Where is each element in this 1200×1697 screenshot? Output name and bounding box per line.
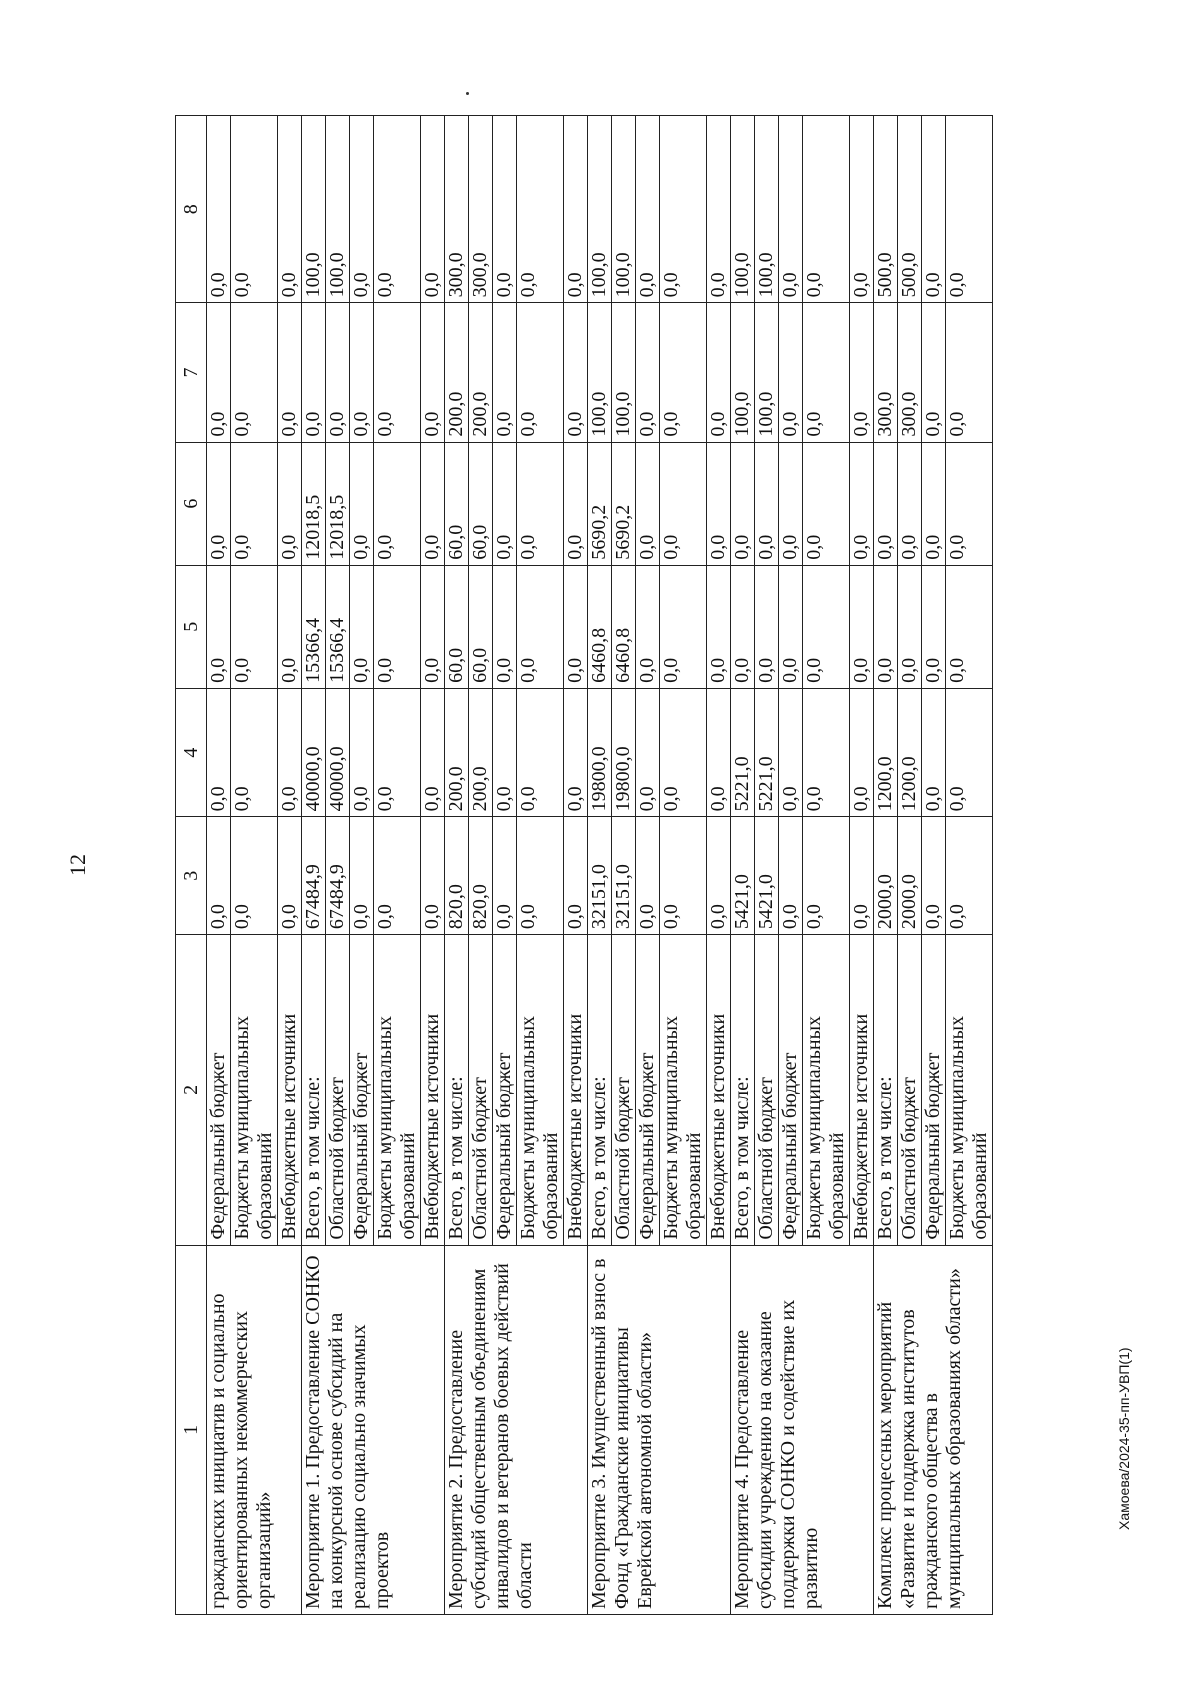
amount-cell: 0,0 bbox=[421, 565, 445, 688]
amount-cell: 2000,0 bbox=[898, 817, 922, 935]
funding-source-cell: Внебюджетные источники bbox=[278, 935, 302, 1246]
table-row bbox=[207, 116, 231, 1615]
amount-cell: 0,0 bbox=[493, 442, 517, 565]
amount-cell: 40000,0 bbox=[302, 688, 326, 816]
amount-cell: 0,0 bbox=[421, 442, 445, 565]
amount-cell: 12018,5 bbox=[302, 442, 326, 565]
funding-source-cell: Всего, в том числе: bbox=[874, 935, 898, 1246]
header-cell: 4 bbox=[176, 688, 207, 816]
amount-cell: 0,0 bbox=[946, 442, 993, 565]
amount-cell: 0,0 bbox=[636, 116, 660, 303]
amount-cell: 1200,0 bbox=[898, 688, 922, 816]
amount-cell: 0,0 bbox=[207, 116, 231, 303]
amount-cell: 0,0 bbox=[278, 442, 302, 565]
amount-cell: 0,0 bbox=[278, 565, 302, 688]
header-cell: 6 bbox=[176, 442, 207, 565]
activity-name-cell: Комплекс процессных мероприятий «Развитие и поддержка институтов гражданского общества в муниципальных образованиях области» bbox=[874, 1245, 993, 1614]
amount-cell: 100,0 bbox=[612, 303, 636, 442]
amount-cell: 0,0 bbox=[803, 442, 850, 565]
header-cell: 7 bbox=[176, 303, 207, 442]
amount-cell: 0,0 bbox=[755, 565, 779, 688]
amount-cell: 0,0 bbox=[946, 303, 993, 442]
amount-cell: 0,0 bbox=[350, 565, 374, 688]
amount-cell: 0,0 bbox=[564, 817, 588, 935]
amount-cell: 100,0 bbox=[755, 303, 779, 442]
amount-cell: 300,0 bbox=[469, 116, 493, 303]
amount-cell: 100,0 bbox=[755, 116, 779, 303]
amount-cell: 60,0 bbox=[445, 442, 469, 565]
amount-cell: 0,0 bbox=[898, 442, 922, 565]
amount-cell: 32151,0 bbox=[612, 817, 636, 935]
amount-cell: 0,0 bbox=[850, 565, 874, 688]
funding-source-cell: Бюджеты муниципальных образований bbox=[803, 935, 850, 1246]
amount-cell: 0,0 bbox=[564, 565, 588, 688]
amount-cell: 5221,0 bbox=[755, 688, 779, 816]
activity-name-cell: Мероприятие 2. Предоставление субсидий общественным объединениям инвалидов и ветеранов боевых действий области bbox=[445, 1245, 588, 1614]
amount-cell: 6460,8 bbox=[588, 565, 612, 688]
amount-cell: 100,0 bbox=[731, 303, 755, 442]
funding-source-cell: Внебюджетные источники bbox=[564, 935, 588, 1246]
amount-cell: 0,0 bbox=[421, 817, 445, 935]
funding-source-cell: Всего, в том числе: bbox=[445, 935, 469, 1246]
amount-cell: 0,0 bbox=[374, 116, 421, 303]
amount-cell: 0,0 bbox=[207, 817, 231, 935]
amount-cell: 0,0 bbox=[278, 303, 302, 442]
amount-cell: 5221,0 bbox=[731, 688, 755, 816]
amount-cell: 60,0 bbox=[445, 565, 469, 688]
amount-cell: 5690,2 bbox=[588, 442, 612, 565]
amount-cell: 67484,9 bbox=[302, 817, 326, 935]
amount-cell: 0,0 bbox=[421, 116, 445, 303]
amount-cell: 200,0 bbox=[469, 303, 493, 442]
amount-cell: 0,0 bbox=[660, 116, 707, 303]
amount-cell: 0,0 bbox=[898, 565, 922, 688]
funding-source-cell: Федеральный бюджет bbox=[350, 935, 374, 1246]
amount-cell: 0,0 bbox=[421, 688, 445, 816]
amount-cell: 820,0 bbox=[469, 817, 493, 935]
amount-cell: 0,0 bbox=[946, 817, 993, 935]
amount-cell: 0,0 bbox=[874, 565, 898, 688]
amount-cell: 100,0 bbox=[731, 116, 755, 303]
amount-cell: 0,0 bbox=[874, 442, 898, 565]
funding-source-cell: Федеральный бюджет bbox=[779, 935, 803, 1246]
amount-cell: 0,0 bbox=[946, 116, 993, 303]
header-cell: 8 bbox=[176, 116, 207, 303]
amount-cell: 1200,0 bbox=[874, 688, 898, 816]
amount-cell: 0,0 bbox=[231, 442, 278, 565]
amount-cell: 15366,4 bbox=[326, 565, 350, 688]
amount-cell: 200,0 bbox=[445, 688, 469, 816]
amount-cell: 0,0 bbox=[231, 116, 278, 303]
funding-source-cell: Областной бюджет bbox=[612, 935, 636, 1246]
amount-cell: 0,0 bbox=[278, 817, 302, 935]
amount-cell: 0,0 bbox=[707, 817, 731, 935]
budget-table-body bbox=[176, 116, 993, 1615]
activity-name-cell: Мероприятие 1. Предоставление СОНКО на конкурсной основе субсидий на реализацию социально значимых проектов bbox=[302, 1245, 445, 1614]
amount-cell: 200,0 bbox=[445, 303, 469, 442]
funding-source-cell: Бюджеты муниципальных образований bbox=[946, 935, 993, 1246]
amount-cell: 0,0 bbox=[660, 688, 707, 816]
table-row bbox=[588, 116, 612, 1615]
amount-cell: 0,0 bbox=[779, 817, 803, 935]
amount-cell: 0,0 bbox=[660, 303, 707, 442]
amount-cell: 0,0 bbox=[564, 116, 588, 303]
amount-cell: 0,0 bbox=[493, 817, 517, 935]
funding-source-cell: Федеральный бюджет bbox=[207, 935, 231, 1246]
funding-source-cell: Внебюджетные источники bbox=[421, 935, 445, 1246]
amount-cell: 0,0 bbox=[278, 116, 302, 303]
amount-cell: 0,0 bbox=[803, 116, 850, 303]
amount-cell: 0,0 bbox=[779, 565, 803, 688]
amount-cell: 0,0 bbox=[636, 442, 660, 565]
amount-cell: 0,0 bbox=[636, 565, 660, 688]
activity-name-cell: гражданских инициатив и социально ориентированных некоммерческих организаций» bbox=[207, 1245, 302, 1614]
header-cell: 1 bbox=[176, 1245, 207, 1614]
amount-cell: 19800,0 bbox=[588, 688, 612, 816]
header-cell: 2 bbox=[176, 935, 207, 1246]
amount-cell: 0,0 bbox=[564, 303, 588, 442]
amount-cell: 0,0 bbox=[850, 303, 874, 442]
amount-cell: 200,0 bbox=[469, 688, 493, 816]
amount-cell: 2000,0 bbox=[874, 817, 898, 935]
amount-cell: 0,0 bbox=[374, 688, 421, 816]
header-cell: 3 bbox=[176, 817, 207, 935]
amount-cell: 0,0 bbox=[922, 688, 946, 816]
amount-cell: 0,0 bbox=[803, 303, 850, 442]
amount-cell: 0,0 bbox=[803, 817, 850, 935]
amount-cell: 100,0 bbox=[326, 116, 350, 303]
amount-cell: 0,0 bbox=[493, 565, 517, 688]
funding-source-cell: Федеральный бюджет bbox=[493, 935, 517, 1246]
amount-cell: 300,0 bbox=[445, 116, 469, 303]
amount-cell: 100,0 bbox=[612, 116, 636, 303]
amount-cell: 32151,0 bbox=[588, 817, 612, 935]
amount-cell: 0,0 bbox=[564, 442, 588, 565]
funding-source-cell: Бюджеты муниципальных образований bbox=[374, 935, 421, 1246]
activity-name-cell: Мероприятие 3. Имущественный взнос в Фонд «Гражданские инициативы Еврейской автономной области» bbox=[588, 1245, 731, 1614]
amount-cell: 0,0 bbox=[517, 442, 564, 565]
amount-cell: 0,0 bbox=[231, 565, 278, 688]
table-row bbox=[302, 116, 326, 1615]
funding-source-cell: Бюджеты муниципальных образований bbox=[517, 935, 564, 1246]
funding-source-cell: Областной бюджет bbox=[469, 935, 493, 1246]
amount-cell: 0,0 bbox=[803, 565, 850, 688]
amount-cell: 0,0 bbox=[564, 688, 588, 816]
amount-cell: 0,0 bbox=[207, 688, 231, 816]
amount-cell: 0,0 bbox=[755, 442, 779, 565]
funding-source-cell: Бюджеты муниципальных образований bbox=[660, 935, 707, 1246]
amount-cell: 60,0 bbox=[469, 565, 493, 688]
amount-cell: 0,0 bbox=[350, 442, 374, 565]
amount-cell: 0,0 bbox=[850, 116, 874, 303]
amount-cell: 6460,8 bbox=[612, 565, 636, 688]
amount-cell: 0,0 bbox=[493, 303, 517, 442]
amount-cell: 5690,2 bbox=[612, 442, 636, 565]
table-row bbox=[874, 116, 898, 1615]
amount-cell: 300,0 bbox=[898, 303, 922, 442]
amount-cell: 0,0 bbox=[517, 817, 564, 935]
amount-cell: 12018,5 bbox=[326, 442, 350, 565]
amount-cell: 0,0 bbox=[660, 565, 707, 688]
amount-cell: 0,0 bbox=[350, 116, 374, 303]
amount-cell: 0,0 bbox=[326, 303, 350, 442]
amount-cell: 0,0 bbox=[779, 442, 803, 565]
table-row bbox=[731, 116, 755, 1615]
amount-cell: 0,0 bbox=[207, 565, 231, 688]
amount-cell: 100,0 bbox=[588, 303, 612, 442]
amount-cell: 300,0 bbox=[874, 303, 898, 442]
funding-source-cell: Всего, в том числе: bbox=[731, 935, 755, 1246]
amount-cell: 0,0 bbox=[517, 303, 564, 442]
amount-cell: 0,0 bbox=[707, 688, 731, 816]
document-stamp: Хамоева/2024-35-пп-УВП(1) bbox=[1116, 1347, 1132, 1530]
funding-source-cell: Внебюджетные источники bbox=[707, 935, 731, 1246]
amount-cell: 0,0 bbox=[350, 688, 374, 816]
amount-cell: 0,0 bbox=[636, 817, 660, 935]
amount-cell: 67484,9 bbox=[326, 817, 350, 935]
amount-cell: 0,0 bbox=[707, 303, 731, 442]
amount-cell: 0,0 bbox=[660, 817, 707, 935]
amount-cell: 0,0 bbox=[231, 688, 278, 816]
amount-cell: 0,0 bbox=[731, 565, 755, 688]
amount-cell: 0,0 bbox=[350, 303, 374, 442]
amount-cell: 0,0 bbox=[803, 688, 850, 816]
amount-cell: 0,0 bbox=[493, 688, 517, 816]
amount-cell: 0,0 bbox=[779, 303, 803, 442]
amount-cell: 0,0 bbox=[731, 442, 755, 565]
header-cell: 5 bbox=[176, 565, 207, 688]
funding-source-cell: Областной бюджет bbox=[898, 935, 922, 1246]
table-row bbox=[445, 116, 469, 1615]
funding-source-cell: Всего, в том числе: bbox=[302, 935, 326, 1246]
amount-cell: 0,0 bbox=[707, 116, 731, 303]
amount-cell: 0,0 bbox=[493, 116, 517, 303]
amount-cell: 0,0 bbox=[374, 442, 421, 565]
amount-cell: 5421,0 bbox=[755, 817, 779, 935]
amount-cell: 0,0 bbox=[517, 688, 564, 816]
amount-cell: 0,0 bbox=[922, 565, 946, 688]
funding-source-cell: Всего, в том числе: bbox=[588, 935, 612, 1246]
amount-cell: 60,0 bbox=[469, 442, 493, 565]
funding-source-cell: Областной бюджет bbox=[755, 935, 779, 1246]
amount-cell: 0,0 bbox=[278, 688, 302, 816]
amount-cell: 0,0 bbox=[922, 442, 946, 565]
amount-cell: 0,0 bbox=[517, 565, 564, 688]
amount-cell: 100,0 bbox=[588, 116, 612, 303]
funding-source-cell: Федеральный бюджет bbox=[636, 935, 660, 1246]
amount-cell: 0,0 bbox=[707, 565, 731, 688]
activity-name-cell: Мероприятие 4. Предоставление субсидии учреждению на оказание поддержки СОНКО и содействие их развитию bbox=[731, 1245, 874, 1614]
amount-cell: 0,0 bbox=[231, 817, 278, 935]
amount-cell: 0,0 bbox=[850, 817, 874, 935]
amount-cell: 19800,0 bbox=[612, 688, 636, 816]
funding-source-cell: Бюджеты муниципальных образований bbox=[231, 935, 278, 1246]
amount-cell: 0,0 bbox=[636, 303, 660, 442]
amount-cell: 0,0 bbox=[707, 442, 731, 565]
rotated-page-content bbox=[65, 115, 1200, 1615]
amount-cell: 0,0 bbox=[636, 688, 660, 816]
amount-cell: 0,0 bbox=[946, 565, 993, 688]
amount-cell: 0,0 bbox=[302, 303, 326, 442]
amount-cell: 0,0 bbox=[922, 303, 946, 442]
amount-cell: 500,0 bbox=[898, 116, 922, 303]
amount-cell: 0,0 bbox=[850, 688, 874, 816]
amount-cell: 0,0 bbox=[850, 442, 874, 565]
amount-cell: 0,0 bbox=[779, 116, 803, 303]
amount-cell: 0,0 bbox=[374, 303, 421, 442]
amount-cell: 0,0 bbox=[946, 688, 993, 816]
amount-cell: 0,0 bbox=[207, 303, 231, 442]
amount-cell: 5421,0 bbox=[731, 817, 755, 935]
header-row bbox=[176, 116, 207, 1615]
amount-cell: 0,0 bbox=[231, 303, 278, 442]
amount-cell: 40000,0 bbox=[326, 688, 350, 816]
amount-cell: 0,0 bbox=[374, 565, 421, 688]
amount-cell: 0,0 bbox=[374, 817, 421, 935]
amount-cell: 100,0 bbox=[302, 116, 326, 303]
amount-cell: 0,0 bbox=[922, 116, 946, 303]
amount-cell: 0,0 bbox=[922, 817, 946, 935]
amount-cell: 0,0 bbox=[421, 303, 445, 442]
amount-cell: 0,0 bbox=[660, 442, 707, 565]
funding-source-cell: Областной бюджет bbox=[326, 935, 350, 1246]
amount-cell: 0,0 bbox=[350, 817, 374, 935]
page-number: 12 bbox=[65, 854, 90, 876]
budget-table bbox=[175, 115, 993, 1615]
amount-cell: 500,0 bbox=[874, 116, 898, 303]
scan-speck bbox=[466, 92, 469, 95]
amount-cell: 0,0 bbox=[207, 442, 231, 565]
funding-source-cell: Федеральный бюджет bbox=[922, 935, 946, 1246]
funding-source-cell: Внебюджетные источники bbox=[850, 935, 874, 1246]
amount-cell: 15366,4 bbox=[302, 565, 326, 688]
amount-cell: 820,0 bbox=[445, 817, 469, 935]
amount-cell: 0,0 bbox=[779, 688, 803, 816]
amount-cell: 0,0 bbox=[517, 116, 564, 303]
